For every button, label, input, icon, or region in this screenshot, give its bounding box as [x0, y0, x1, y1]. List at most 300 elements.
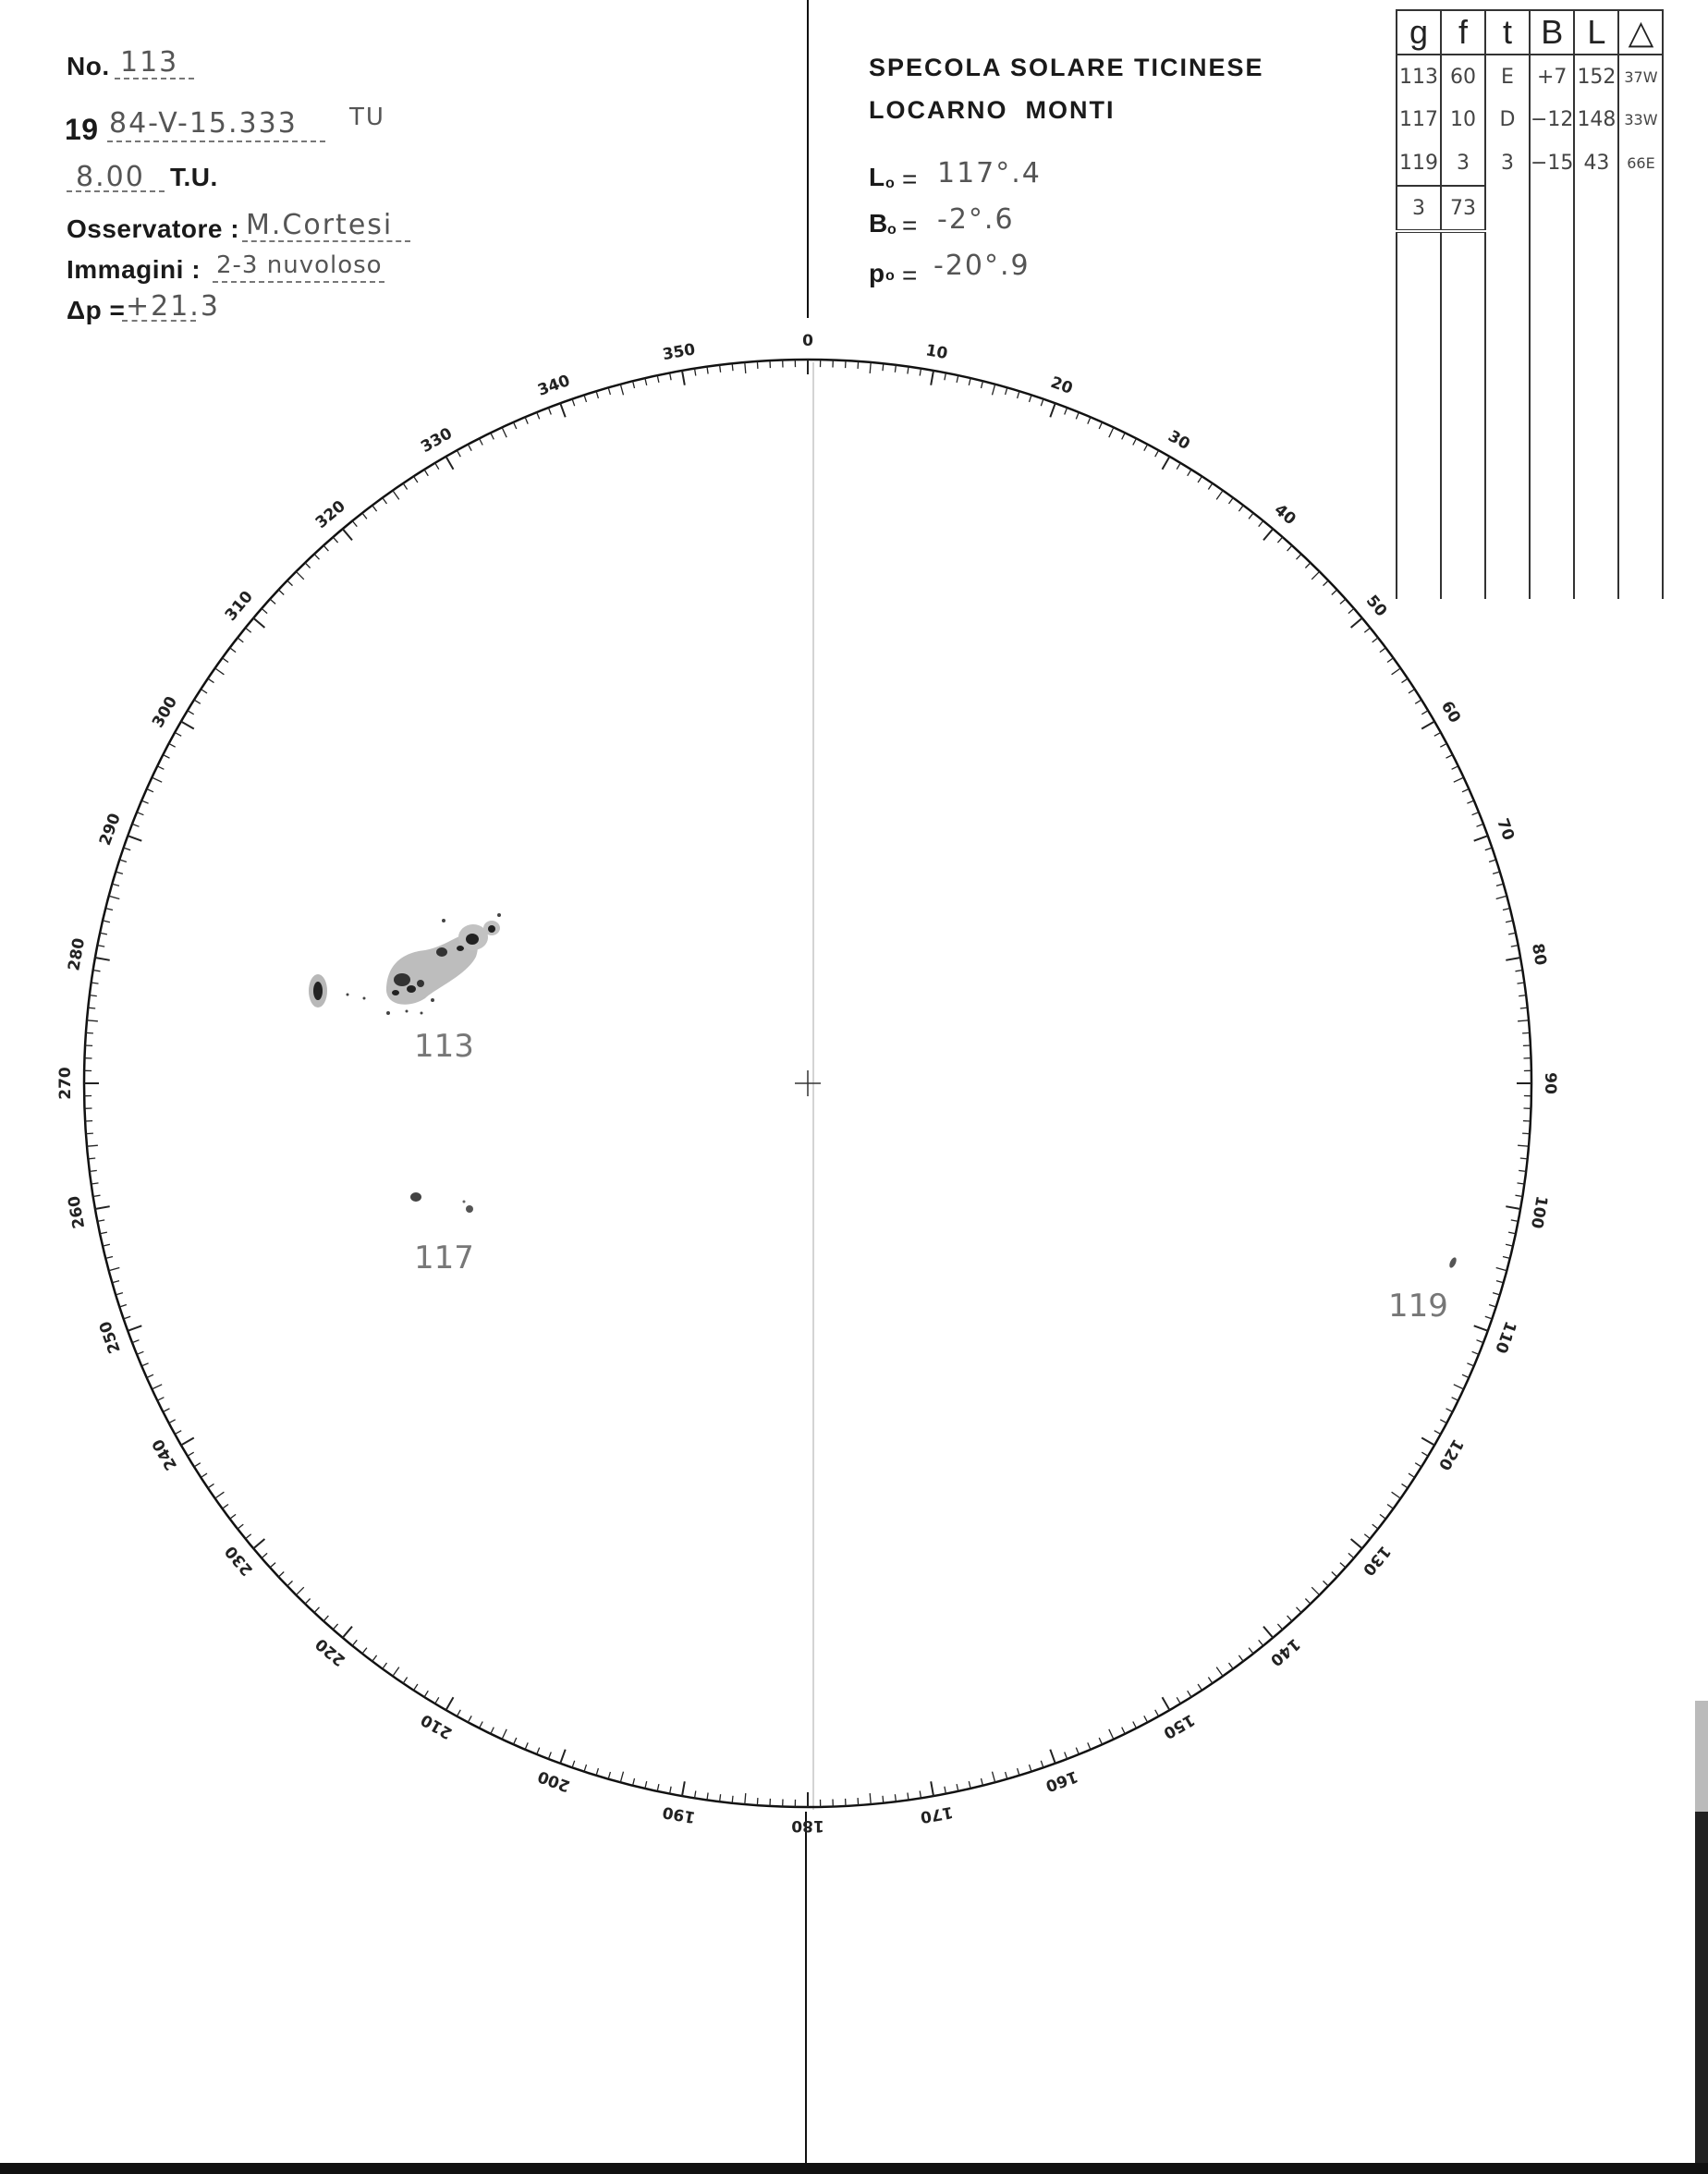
degree-tick — [596, 391, 598, 398]
col-header-f: f — [1441, 10, 1485, 55]
degree-tick — [88, 1158, 95, 1159]
degree-tick — [435, 463, 439, 470]
degree-tick — [1229, 498, 1234, 505]
degree-tick — [1238, 1655, 1243, 1661]
degree-tick — [1198, 476, 1202, 482]
degree-label-140: 140 — [1266, 1634, 1304, 1670]
table-cell: 152 — [1574, 55, 1618, 98]
degree-tick — [208, 678, 214, 682]
degree-tick — [87, 1020, 98, 1021]
degree-tick — [201, 1473, 207, 1477]
degree-tick — [323, 545, 328, 551]
degree-tick — [645, 1781, 647, 1789]
degree-tick — [181, 1438, 194, 1446]
group-label-113: 113 — [414, 1028, 474, 1065]
degree-tick — [1409, 1473, 1415, 1477]
degree-tick — [1467, 1363, 1473, 1366]
B0-value: -2°.6 — [937, 203, 1015, 236]
degree-tick — [1421, 722, 1434, 729]
degree-tick — [1516, 1195, 1523, 1196]
degree-tick — [1351, 1539, 1362, 1548]
degree-tick — [147, 1374, 153, 1377]
degree-tick — [682, 371, 685, 385]
degree-tick — [215, 1492, 225, 1498]
degree-tick — [1050, 403, 1055, 417]
total-groups: 3 — [1397, 186, 1441, 231]
degree-tick — [132, 1340, 140, 1343]
degree-tick — [957, 1784, 958, 1791]
degree-tick — [1030, 1765, 1032, 1772]
degree-tick — [858, 1798, 859, 1805]
degree-tick — [1263, 529, 1273, 540]
degree-tick — [1259, 1640, 1263, 1645]
degree-label-290: 290 — [95, 811, 125, 849]
degree-tick — [945, 1787, 946, 1794]
degree-tick — [1434, 732, 1441, 736]
degree-tick — [757, 1798, 758, 1805]
degree-tick — [1351, 618, 1362, 628]
degree-label-70: 70 — [1493, 815, 1519, 843]
observatory-name: SPECOLA SOLARE TICINESE — [869, 54, 1264, 81]
degree-tick — [194, 1463, 201, 1467]
degree-tick — [1392, 668, 1401, 675]
degree-label-150: 150 — [1160, 1709, 1198, 1742]
degree-label-130: 130 — [1359, 1542, 1395, 1580]
degree-tick — [132, 824, 140, 826]
degree-tick — [560, 403, 566, 417]
degree-tick — [314, 1607, 320, 1613]
degree-tick — [1122, 433, 1126, 439]
degree-tick — [1372, 638, 1378, 642]
degree-tick — [246, 628, 251, 632]
table-cell: 148 — [1574, 98, 1618, 140]
degree-tick — [103, 1244, 110, 1246]
observer-label: Osservatore : — [67, 214, 240, 243]
degree-tick — [157, 1398, 164, 1401]
degree-tick — [278, 1572, 284, 1578]
degree-tick — [1088, 417, 1091, 423]
degree-tick — [1452, 766, 1458, 770]
degree-label-0: 0 — [802, 332, 813, 350]
degree-tick — [305, 1599, 311, 1605]
degree-tick — [548, 1753, 551, 1760]
degree-tick — [1340, 599, 1346, 604]
degree-tick — [393, 1667, 399, 1677]
degree-tick — [343, 1627, 352, 1638]
degree-tick — [163, 1409, 169, 1412]
table-cell: 3 — [1441, 140, 1485, 186]
degree-tick — [109, 896, 120, 898]
degree-tick — [253, 618, 264, 628]
table-cell: 37W — [1618, 55, 1663, 98]
degree-tick — [1415, 700, 1421, 703]
degree-tick — [109, 1268, 120, 1271]
degree-tick — [124, 848, 131, 850]
degree-tick — [883, 363, 884, 371]
degree-tick — [1006, 1772, 1007, 1779]
table-cell: E — [1485, 55, 1530, 98]
degree-tick — [1489, 860, 1496, 862]
degree-tick — [870, 362, 871, 373]
degree-tick — [1163, 457, 1170, 470]
degree-tick — [1364, 1534, 1370, 1539]
degree-label-120: 120 — [1434, 1435, 1467, 1473]
degree-tick — [1392, 1492, 1401, 1498]
degree-tick — [707, 1793, 708, 1801]
degree-tick — [1177, 1697, 1180, 1704]
degree-tick — [86, 1133, 93, 1134]
degree-tick — [97, 1220, 104, 1222]
degree-tick — [945, 373, 946, 380]
degree-tick — [262, 608, 267, 613]
degree-tick — [908, 367, 909, 374]
degree-tick — [695, 369, 696, 376]
degree-tick — [1088, 1742, 1091, 1749]
degree-tick — [1485, 1316, 1493, 1319]
p0-label: p — [869, 259, 885, 287]
degree-tick — [1462, 1374, 1469, 1377]
degree-tick — [1155, 1710, 1159, 1716]
degree-label-240: 240 — [149, 1435, 182, 1473]
degree-tick — [424, 1691, 428, 1697]
degree-tick — [270, 1563, 275, 1568]
degree-label-310: 310 — [221, 587, 257, 625]
degree-tick — [457, 1710, 460, 1716]
p0-value: -20°.9 — [933, 250, 1031, 282]
degree-tick — [215, 668, 225, 675]
degree-tick — [1144, 1716, 1148, 1722]
degree-tick — [163, 755, 169, 759]
degree-tick — [372, 506, 377, 511]
degree-tick — [90, 995, 97, 996]
degree-tick — [895, 1794, 896, 1801]
degree-tick — [1496, 896, 1507, 898]
degree-tick — [1133, 438, 1137, 445]
degree-tick — [1188, 1691, 1191, 1697]
degree-tick — [188, 711, 194, 714]
degree-tick — [95, 1206, 110, 1209]
degree-tick — [1440, 1420, 1446, 1423]
degree-label-160: 160 — [1043, 1766, 1080, 1796]
degree-tick — [1122, 1728, 1126, 1734]
no-label: No. — [67, 52, 110, 80]
dp-value: +21.3 — [126, 290, 220, 323]
degree-tick — [883, 1796, 884, 1803]
degree-tick — [657, 375, 659, 383]
degree-tick — [1109, 427, 1114, 437]
degree-tick — [1155, 450, 1159, 457]
degree-tick — [1287, 1616, 1292, 1621]
degree-tick — [194, 700, 201, 703]
degree-tick — [1050, 1750, 1055, 1764]
degree-tick — [969, 378, 970, 385]
degree-tick — [572, 1761, 575, 1768]
degree-tick — [95, 958, 110, 960]
degree-tick — [124, 1316, 131, 1319]
degree-tick — [1305, 563, 1311, 568]
degree-tick — [1277, 537, 1282, 543]
degree-tick — [1421, 1452, 1428, 1456]
degree-tick — [188, 1452, 194, 1456]
degree-tick — [92, 1183, 99, 1184]
degree-tick — [645, 378, 647, 385]
degree-label-330: 330 — [418, 424, 456, 458]
degree-tick — [238, 638, 243, 642]
degree-tick — [993, 385, 995, 396]
degree-tick — [1144, 445, 1148, 451]
degree-tick — [383, 1663, 387, 1669]
degree-tick — [908, 1793, 909, 1801]
time-value: 8.00 — [76, 161, 145, 193]
p0-subscript: o — [885, 268, 896, 284]
degree-tick — [137, 1351, 143, 1354]
degree-tick — [596, 1768, 598, 1776]
degree-tick — [246, 1534, 251, 1539]
degree-tick — [1421, 711, 1428, 714]
degree-tick — [223, 658, 229, 663]
degree-tick — [278, 590, 284, 595]
degree-label-170: 170 — [919, 1801, 955, 1826]
degree-tick — [1249, 1648, 1253, 1654]
date-suffix: TU — [349, 104, 385, 131]
col-header-L: L — [1574, 10, 1618, 55]
degree-label-270: 270 — [56, 1067, 75, 1100]
degree-tick — [100, 1232, 107, 1234]
degree-tick — [1229, 1663, 1234, 1669]
degree-tick — [1518, 1183, 1525, 1184]
degree-tick — [1099, 422, 1102, 429]
degree-label-90: 90 — [1541, 1072, 1559, 1094]
degree-tick — [1503, 1257, 1510, 1259]
degree-tick — [670, 1787, 672, 1794]
degree-tick — [287, 1581, 293, 1586]
table-cell: +7 — [1530, 55, 1574, 98]
table-cell: D — [1485, 98, 1530, 140]
degree-tick — [1496, 1281, 1504, 1283]
table-cell: 66E — [1618, 140, 1663, 186]
degree-tick — [572, 399, 575, 407]
degree-tick — [1454, 777, 1464, 782]
degree-tick — [414, 476, 418, 482]
degree-tick — [670, 373, 672, 380]
degree-tick — [1297, 1607, 1302, 1613]
degree-tick — [1511, 1220, 1519, 1222]
degree-tick — [732, 363, 733, 371]
degree-tick — [514, 422, 517, 429]
time-suffix: T.U. — [170, 163, 218, 191]
degree-tick — [1503, 909, 1510, 910]
table-cell: 10 — [1441, 98, 1485, 140]
degree-tick — [352, 521, 357, 527]
degree-tick — [1477, 1340, 1484, 1343]
degree-tick — [128, 1325, 141, 1331]
degree-tick — [116, 1293, 123, 1295]
degree-tick — [1446, 755, 1453, 759]
degree-label-190: 190 — [661, 1801, 697, 1826]
degree-tick — [119, 1305, 127, 1308]
degree-tick — [1402, 1484, 1409, 1487]
degree-tick — [1454, 1385, 1464, 1389]
degree-tick — [1421, 1438, 1434, 1446]
degree-tick — [720, 1794, 721, 1801]
degree-tick — [1496, 1268, 1507, 1271]
degree-tick — [525, 1742, 528, 1749]
degree-label-80: 80 — [1527, 942, 1550, 967]
degree-tick — [100, 933, 107, 934]
center-cross — [795, 1070, 821, 1096]
degree-tick — [1474, 1325, 1488, 1331]
degree-tick — [1496, 884, 1504, 885]
degree-tick — [1474, 836, 1488, 841]
degree-tick — [1208, 1678, 1212, 1684]
degree-tick — [1006, 387, 1007, 395]
degree-label-210: 210 — [418, 1709, 456, 1742]
degree-tick — [333, 537, 337, 543]
degree-tick — [1109, 1729, 1114, 1740]
degree-tick — [1263, 1627, 1273, 1638]
images-label: Immagini : — [67, 255, 201, 284]
degree-tick — [1312, 1587, 1320, 1595]
degree-tick — [1506, 1244, 1513, 1246]
degree-tick — [201, 690, 207, 693]
degree-tick — [1506, 1206, 1520, 1209]
degree-tick — [362, 1648, 367, 1654]
degree-tick — [1188, 470, 1191, 476]
group-label-119: 119 — [1388, 1288, 1448, 1325]
degree-label-200: 200 — [535, 1766, 573, 1796]
degree-label-50: 50 — [1361, 592, 1391, 621]
degree-tick — [137, 812, 143, 815]
degree-label-40: 40 — [1270, 500, 1299, 530]
degree-tick — [112, 1281, 119, 1283]
degree-tick — [870, 1793, 871, 1804]
degree-tick — [1508, 1232, 1516, 1234]
degree-tick — [414, 1684, 418, 1691]
degree-tick — [152, 777, 162, 782]
degree-tick — [537, 412, 540, 419]
degree-label-230: 230 — [221, 1542, 257, 1580]
degree-tick — [537, 1748, 540, 1754]
degree-label-30: 30 — [1165, 427, 1193, 455]
degree-tick — [1216, 491, 1223, 500]
sunspot-group-117 — [410, 1192, 473, 1213]
col-header-t: t — [1485, 10, 1530, 55]
degree-tick — [1030, 395, 1032, 402]
degree-tick — [920, 369, 921, 376]
degree-label-100: 100 — [1526, 1194, 1551, 1230]
degree-tick — [152, 1385, 162, 1389]
degree-tick — [208, 1484, 214, 1487]
degree-tick — [97, 946, 104, 947]
L0-eq: = — [902, 165, 918, 193]
degree-tick — [1467, 800, 1473, 803]
degree-tick — [514, 1738, 517, 1744]
degree-tick — [682, 1781, 685, 1796]
degree-label-250: 250 — [95, 1318, 125, 1356]
degree-tick — [1305, 1599, 1311, 1605]
degree-label-180: 180 — [791, 1816, 824, 1835]
degree-tick — [931, 1781, 933, 1796]
degree-tick — [1312, 571, 1320, 580]
table-cell: 33W — [1618, 98, 1663, 140]
col-header-g: g — [1397, 10, 1441, 55]
degree-tick — [296, 1587, 304, 1595]
degree-tick — [238, 1524, 243, 1529]
degree-tick — [1041, 1761, 1043, 1768]
degree-tick — [343, 529, 352, 540]
degree-tick — [175, 1431, 181, 1435]
col-header-B: B — [1530, 10, 1574, 55]
degree-tick — [548, 408, 551, 415]
degree-tick — [620, 385, 623, 396]
degree-tick — [112, 884, 119, 885]
observatory-location: LOCARNO MONTI — [869, 96, 1116, 124]
degree-tick — [895, 365, 896, 373]
degree-tick — [403, 483, 407, 490]
degree-tick — [757, 361, 758, 369]
L0-label: L — [869, 163, 885, 191]
degree-label-60: 60 — [1436, 698, 1464, 727]
group-label-117: 117 — [414, 1240, 474, 1276]
degree-tick — [584, 1765, 587, 1772]
degree-tick — [446, 1697, 454, 1710]
degree-tick — [1508, 933, 1516, 934]
degree-tick — [1387, 658, 1394, 663]
degree-tick — [1324, 580, 1329, 586]
degree-tick — [352, 1640, 357, 1645]
year-prefix: 19 — [65, 113, 99, 146]
degree-tick — [732, 1796, 733, 1803]
degree-tick — [1287, 545, 1292, 551]
degree-tick — [1065, 1753, 1068, 1760]
degree-tick — [1133, 1722, 1137, 1728]
images-value: 2-3 nuvoloso — [216, 251, 383, 279]
degree-tick — [157, 766, 164, 770]
degree-tick — [502, 427, 506, 437]
degree-tick — [1163, 1697, 1170, 1710]
degree-label-280: 280 — [65, 936, 90, 972]
degree-tick — [230, 1514, 236, 1519]
degree-tick — [1472, 812, 1479, 815]
degree-tick — [1348, 608, 1354, 613]
degree-tick — [141, 1363, 148, 1366]
degree-tick — [90, 1170, 97, 1171]
degree-tick — [403, 1678, 407, 1684]
degree-tick — [1018, 391, 1019, 398]
degree-tick — [424, 470, 428, 476]
table-cell: 60 — [1441, 55, 1485, 98]
degree-tick — [720, 365, 721, 373]
table-cell: 113 — [1397, 55, 1441, 98]
degree-tick — [223, 1505, 229, 1509]
degree-tick — [657, 1784, 659, 1791]
degree-tick — [93, 1195, 101, 1196]
degree-tick — [1380, 1514, 1385, 1519]
degree-tick — [1238, 506, 1243, 511]
degree-label-20: 20 — [1048, 373, 1076, 398]
degree-tick — [1018, 1768, 1019, 1776]
degree-tick — [270, 599, 275, 604]
degree-tick — [314, 554, 320, 559]
B0-label: B — [869, 209, 888, 238]
degree-tick — [1076, 1748, 1079, 1754]
degree-label-350: 350 — [661, 340, 697, 365]
degree-label-110: 110 — [1491, 1318, 1520, 1356]
table-cell: 117 — [1397, 98, 1441, 140]
degree-tick — [87, 1145, 98, 1146]
degree-tick — [181, 722, 194, 729]
degree-tick — [362, 513, 367, 519]
